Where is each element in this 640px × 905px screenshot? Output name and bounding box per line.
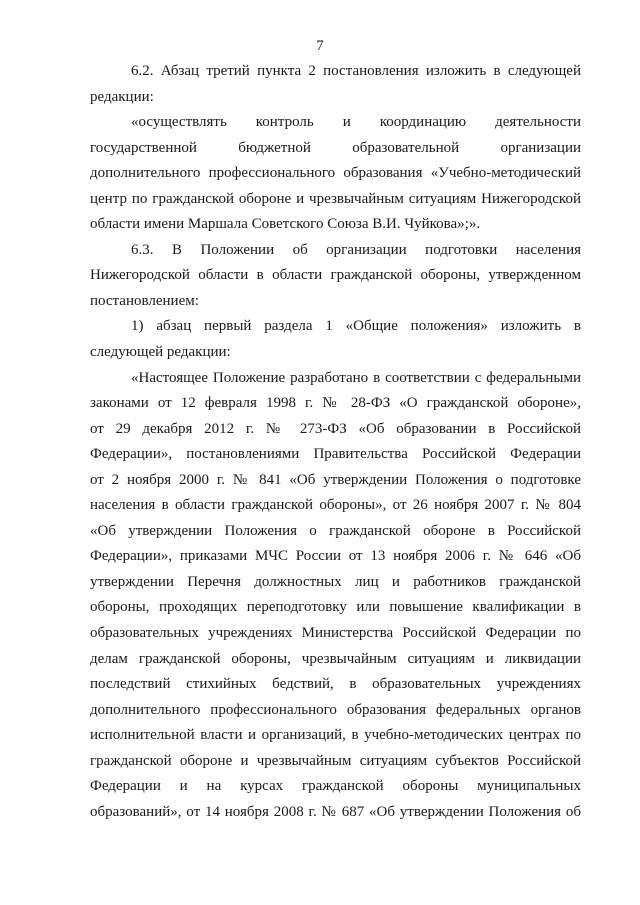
- text-line: 1) абзац первый раздела 1 «Общие положения» изложить в: [131, 318, 581, 335]
- paragraph-quote-1: [90, 110, 581, 238]
- text-line: центр по гражданской обороне и чрезвычайным ситуациям Нижегородской: [90, 190, 581, 207]
- paragraph-6-2: [90, 59, 581, 110]
- text-line: следующей редакции:: [90, 344, 231, 361]
- text-line: от 2 ноября 2000 г. № 841 «Об утверждении Положения о подготовке: [90, 471, 581, 488]
- text-line: Федерации и на курсах гражданской обороны муниципальных: [90, 778, 581, 795]
- paragraph-quote-2: [90, 366, 581, 826]
- text-line: Федерации», постановлениями Правительства Российской Федерации: [90, 446, 581, 463]
- paragraph-item-1: [90, 314, 581, 365]
- text-line: делам гражданской обороны, чрезвычайным ситуациям и ликвидации: [90, 650, 581, 667]
- text-line: редакции:: [90, 88, 154, 105]
- text-line: 6.2. Абзац третий пункта 2 постановления изложить в следующей: [131, 63, 581, 79]
- text-line: законами от 12 февраля 1998 г. № 28-ФЗ «О гражданской обороне»,: [90, 395, 581, 412]
- text-line: от 29 декабря 2012 г. № 273-ФЗ «Об образовании в Российской: [90, 420, 581, 437]
- text-line: образовательных учреждениях Министерства Российской Федерации по: [90, 625, 581, 642]
- text-line: постановлением:: [90, 292, 199, 309]
- text-line: последствий стихийных бедствий, в образовательных учреждениях: [90, 676, 581, 693]
- page-number: 7: [316, 38, 324, 54]
- text-line: дополнительного профессионального образования «Учебно-методический: [90, 165, 581, 182]
- text-line: «осуществлять контроль и координацию деятельности: [131, 114, 581, 131]
- text-line: утверждении Перечня должностных лиц и работников гражданской: [90, 573, 581, 590]
- text-line: дополнительного профессионального образования федеральных органов: [90, 701, 581, 718]
- text-line: обороны, проходящих переподготовку или повышение квалификации в: [90, 599, 581, 616]
- text-line: исполнительной власти и организаций, в учебно-методических центрах по: [90, 727, 581, 744]
- text-line: образований», от 14 ноября 2008 г. № 687 «Об утверждении Положения об: [90, 803, 581, 820]
- text-line: Нижегородской области в области гражданской обороны, утвержденном: [90, 267, 581, 284]
- paragraph-6-3: [90, 238, 581, 315]
- text-line: «Об утверждении Положения о гражданской обороне в Российской: [90, 522, 581, 539]
- text-line: гражданской обороне и чрезвычайным ситуациям субъектов Российской: [90, 752, 581, 769]
- text-line: области имени Маршала Советского Союза В.И. Чуйкова»;».: [90, 216, 481, 233]
- text-line: Федерации», приказами МЧС России от 13 ноября 2006 г. № 646 «Об: [90, 548, 581, 565]
- text-line: «Настоящее Положение разработано в соответствии с федеральными: [131, 369, 581, 386]
- text-line: населения в области гражданской обороны», от 26 ноября 2007 г. № 804: [90, 497, 581, 514]
- document-body: [90, 59, 581, 825]
- text-line: государственной бюджетной образовательной организации: [90, 139, 581, 156]
- text-line: 6.3. В Положении об организации подготовки населения: [131, 241, 581, 258]
